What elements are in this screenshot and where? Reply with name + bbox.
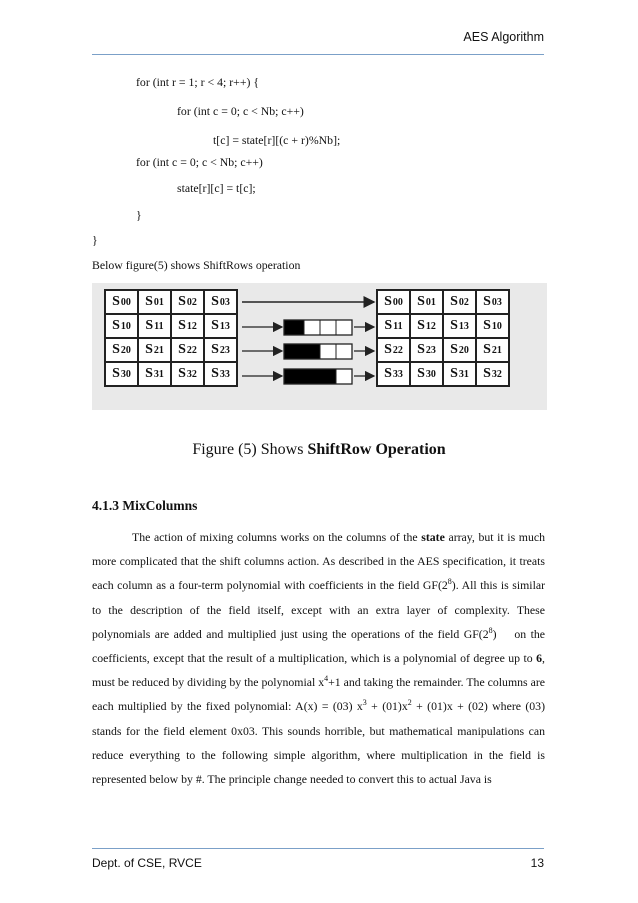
caption-prefix: Figure (5) Shows: [192, 441, 308, 458]
state-cell: S 02: [443, 290, 476, 314]
state-cell: S 13: [204, 314, 237, 338]
state-cell: S 11: [377, 314, 410, 338]
para-sup-8a: 8: [447, 577, 452, 587]
shift-register-row-1: [242, 320, 374, 335]
code-line-2: for (int c = 0; c < Nb; c++): [177, 104, 304, 118]
para-sup-3: 3: [362, 698, 367, 708]
state-cell: S 23: [410, 338, 443, 362]
shiftrows-figure: [92, 283, 547, 410]
state-cell: S 03: [204, 290, 237, 314]
state-cell: S 22: [171, 338, 204, 362]
state-cell: S 21: [138, 338, 171, 362]
mixcolumns-paragraph: [92, 525, 548, 791]
state-cell: S 03: [476, 290, 509, 314]
state-cell: S 10: [476, 314, 509, 338]
para-text-6: +1 and taking the remainder. The columns are each multiplied by the fixed polynomial: A(x) = (03) x: [92, 675, 545, 714]
state-cell: S 31: [443, 362, 476, 386]
footer-dept: Dept. of CSE, RVCE: [92, 856, 202, 870]
para-sup-2: 2: [407, 698, 412, 708]
para-text-5: , must be reduced by dividing by the polynomial x: [92, 651, 545, 690]
section-title: 4.1.3 MixColumns: [92, 498, 198, 513]
state-cell: S 20: [105, 338, 138, 362]
state-cell: S 31: [138, 362, 171, 386]
state-cell: S 01: [410, 290, 443, 314]
state-cell: S 20: [443, 338, 476, 362]
shift-register-row-3: [242, 369, 374, 384]
shift-register-row-2: [242, 344, 374, 359]
state-cell: S 32: [171, 362, 204, 386]
para-state-bold: state: [421, 530, 445, 544]
state-cell: S 21: [476, 338, 509, 362]
para-text-3: ). All this is similar to the description of the field itself, except with an extra layer of complexity. These polynomials are added and multiplied just using the operations of the field GF(2: [92, 578, 546, 641]
footer-page-number: 13: [530, 856, 544, 870]
para-sup-4: 4: [324, 674, 329, 684]
code-line-4: for (int c = 0; c < Nb; c++): [136, 155, 263, 169]
state-cell: S 11: [138, 314, 171, 338]
code-line-3: t[c] = state[r][(c + r)%Nb];: [213, 133, 341, 147]
header-title: AES Algorithm: [463, 30, 544, 44]
state-cell: S 13: [443, 314, 476, 338]
state-cell: S 30: [410, 362, 443, 386]
shift-diagram: [92, 283, 547, 410]
state-cell: S 02: [171, 290, 204, 314]
code-line-1: for (int r = 1; r < 4; r++) {: [136, 75, 260, 89]
state-cell: S 10: [105, 314, 138, 338]
state-cell: S 00: [105, 290, 138, 314]
state-cell: S 00: [377, 290, 410, 314]
para-six-bold: 6: [536, 651, 543, 666]
caption-bold: ShiftRow Operation: [307, 441, 446, 458]
state-cell: S 23: [204, 338, 237, 362]
state-cell: S 12: [410, 314, 443, 338]
state-cell: S 33: [204, 362, 237, 386]
code-line-7: }: [92, 233, 98, 247]
state-cell: S 32: [476, 362, 509, 386]
figure-intro: Below figure(5) shows ShiftRows operation: [92, 258, 301, 272]
para-text-8: + (01)x + (02) where (03) stands for the field element 0x03. This sounds horrible, but mathematical manipulations can reduce everything to the following simple algorithm, where multiplication in the field is represented below by #. The principle change needed to convert this to actual Java is: [92, 699, 546, 787]
code-line-6: }: [136, 208, 142, 222]
para-text-2: array, but it is much more complicated that the shift columns action. As described in the AES specification, it treats each column as a four-term polynomial with coefficients in the field GF(2: [92, 530, 545, 593]
para-text-1: The action of mixing columns works on the columns of the: [132, 530, 422, 544]
para-text-4: ) on the coefficients, except that the result of a multiplication, which is a polynomial of degree up to: [92, 626, 548, 666]
para-text-7: + (01)x: [366, 699, 408, 714]
code-line-5: state[r][c] = t[c];: [177, 181, 256, 195]
figure-caption: [0, 441, 638, 459]
header-rule: [92, 54, 544, 55]
para-sup-8b: 8: [488, 625, 493, 635]
footer-rule: [92, 848, 544, 849]
state-cell: S 01: [138, 290, 171, 314]
state-cell: S 12: [171, 314, 204, 338]
state-cell: S 30: [105, 362, 138, 386]
state-cell: S 22: [377, 338, 410, 362]
state-cell: S 33: [377, 362, 410, 386]
